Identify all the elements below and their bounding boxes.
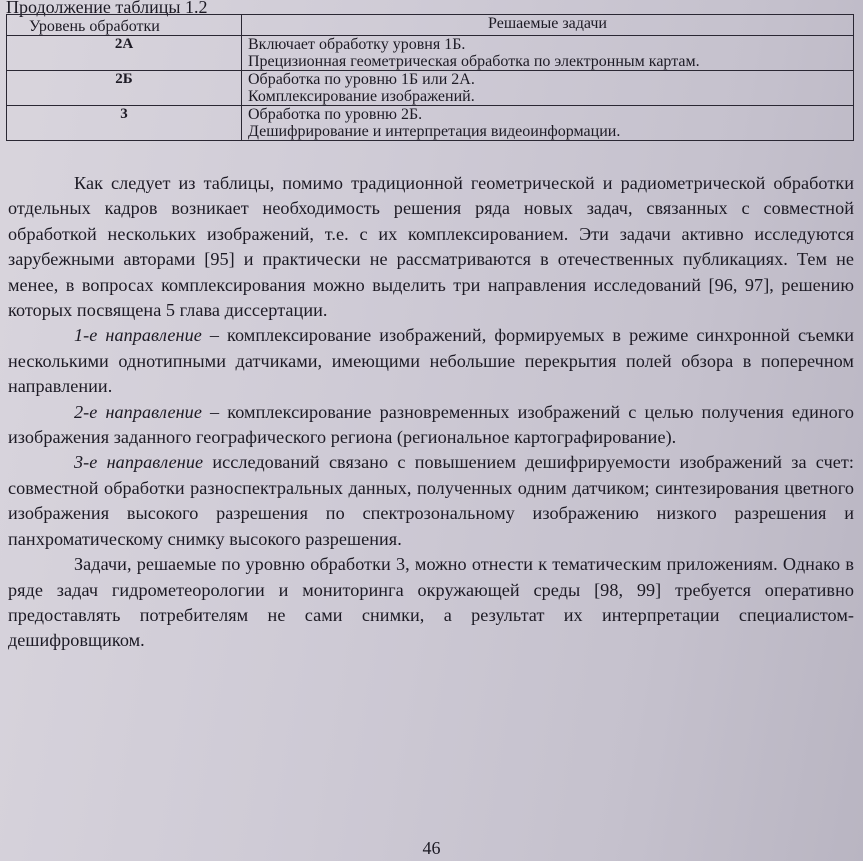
header-tasks: Решаемые задачи bbox=[242, 15, 854, 36]
row-tasks bbox=[242, 71, 854, 106]
task-line: Прецизионная геометрическая обработка по электронным картам. bbox=[248, 53, 700, 70]
processing-levels-table bbox=[6, 14, 854, 141]
page-number: 46 bbox=[422, 838, 441, 858]
header-level: Уровень обработки bbox=[7, 15, 242, 36]
row-level: 2А bbox=[7, 36, 242, 71]
table-row bbox=[7, 36, 854, 71]
paragraph-text: – комплексирование изображений, формируемых в режиме синхронной съемки несколькими однотипными датчиками, имеющими небольшие перекрытия полей обзора в поперечном направлении. bbox=[8, 325, 854, 397]
row-tasks bbox=[242, 106, 854, 141]
paragraph bbox=[8, 323, 854, 399]
task-line: Включает обработку уровня 1Б. bbox=[248, 36, 466, 53]
direction-label: 2-е направление bbox=[74, 401, 202, 422]
paragraph bbox=[8, 450, 854, 552]
task-line: Комплексирование изображений. bbox=[248, 88, 475, 105]
paragraph bbox=[8, 171, 854, 323]
paragraph bbox=[8, 552, 854, 654]
direction-label: 1-е направление bbox=[74, 325, 202, 346]
paragraph-text: – комплексирование разновременных изображений с целью получения единого изображения заданного географического региона (региональное картографирование). bbox=[8, 401, 854, 448]
direction-label: 3-е направление bbox=[74, 452, 204, 473]
body-text bbox=[8, 171, 854, 654]
row-level: 3 bbox=[7, 106, 242, 141]
task-line: Обработка по уровню 2Б. bbox=[248, 106, 423, 123]
paragraph-text: Задачи, решаемые по уровню обработки 3, можно отнести к тематическим приложениям. Однако в ряде задач гидрометеорологии и мониторинга окружающей среды [98, 99] требуется оперативно предоставлять потребителям не сами снимки, а результат их интерпретации специалистом-дешифровщиком. bbox=[8, 554, 854, 651]
row-tasks bbox=[242, 36, 854, 71]
table-row bbox=[7, 106, 854, 141]
task-line: Дешифрирование и интерпретация видеоинформации. bbox=[248, 123, 621, 140]
paragraph bbox=[8, 400, 854, 451]
task-line: Обработка по уровню 1Б или 2А. bbox=[248, 71, 475, 88]
paragraph-text: Как следует из таблицы, помимо традиционной геометрической и радиометрической обработки отдельных кадров возникает необходимость решения ряда новых задач, связанных с совместной обработкой нескольких изображений, т.е. с их комплексированием. Эти задачи активно исследуются зарубежными авторами [95] и практически не рассматриваются в отечественных публикациях. Тем не менее, в вопросах комплексирования можно выделить три направления исследований [96, 97], решению которых посвящена 5 глава диссертации. bbox=[8, 173, 854, 321]
paragraph-text: исследований связано с повышением дешифрируемости изображений за счет: совместной обработки разноспектральных данных, полученных одним датчиком; синтезирования цветного изображения высокого разрешения по спектрозональному изображению низкого разрешения и панхроматическому снимку высокого разрешения. bbox=[8, 452, 854, 549]
table-header-row bbox=[7, 15, 854, 36]
table-row bbox=[7, 71, 854, 106]
row-level: 2Б bbox=[7, 71, 242, 106]
table-caption: Продолжение таблицы 1.2 bbox=[6, 0, 208, 17]
